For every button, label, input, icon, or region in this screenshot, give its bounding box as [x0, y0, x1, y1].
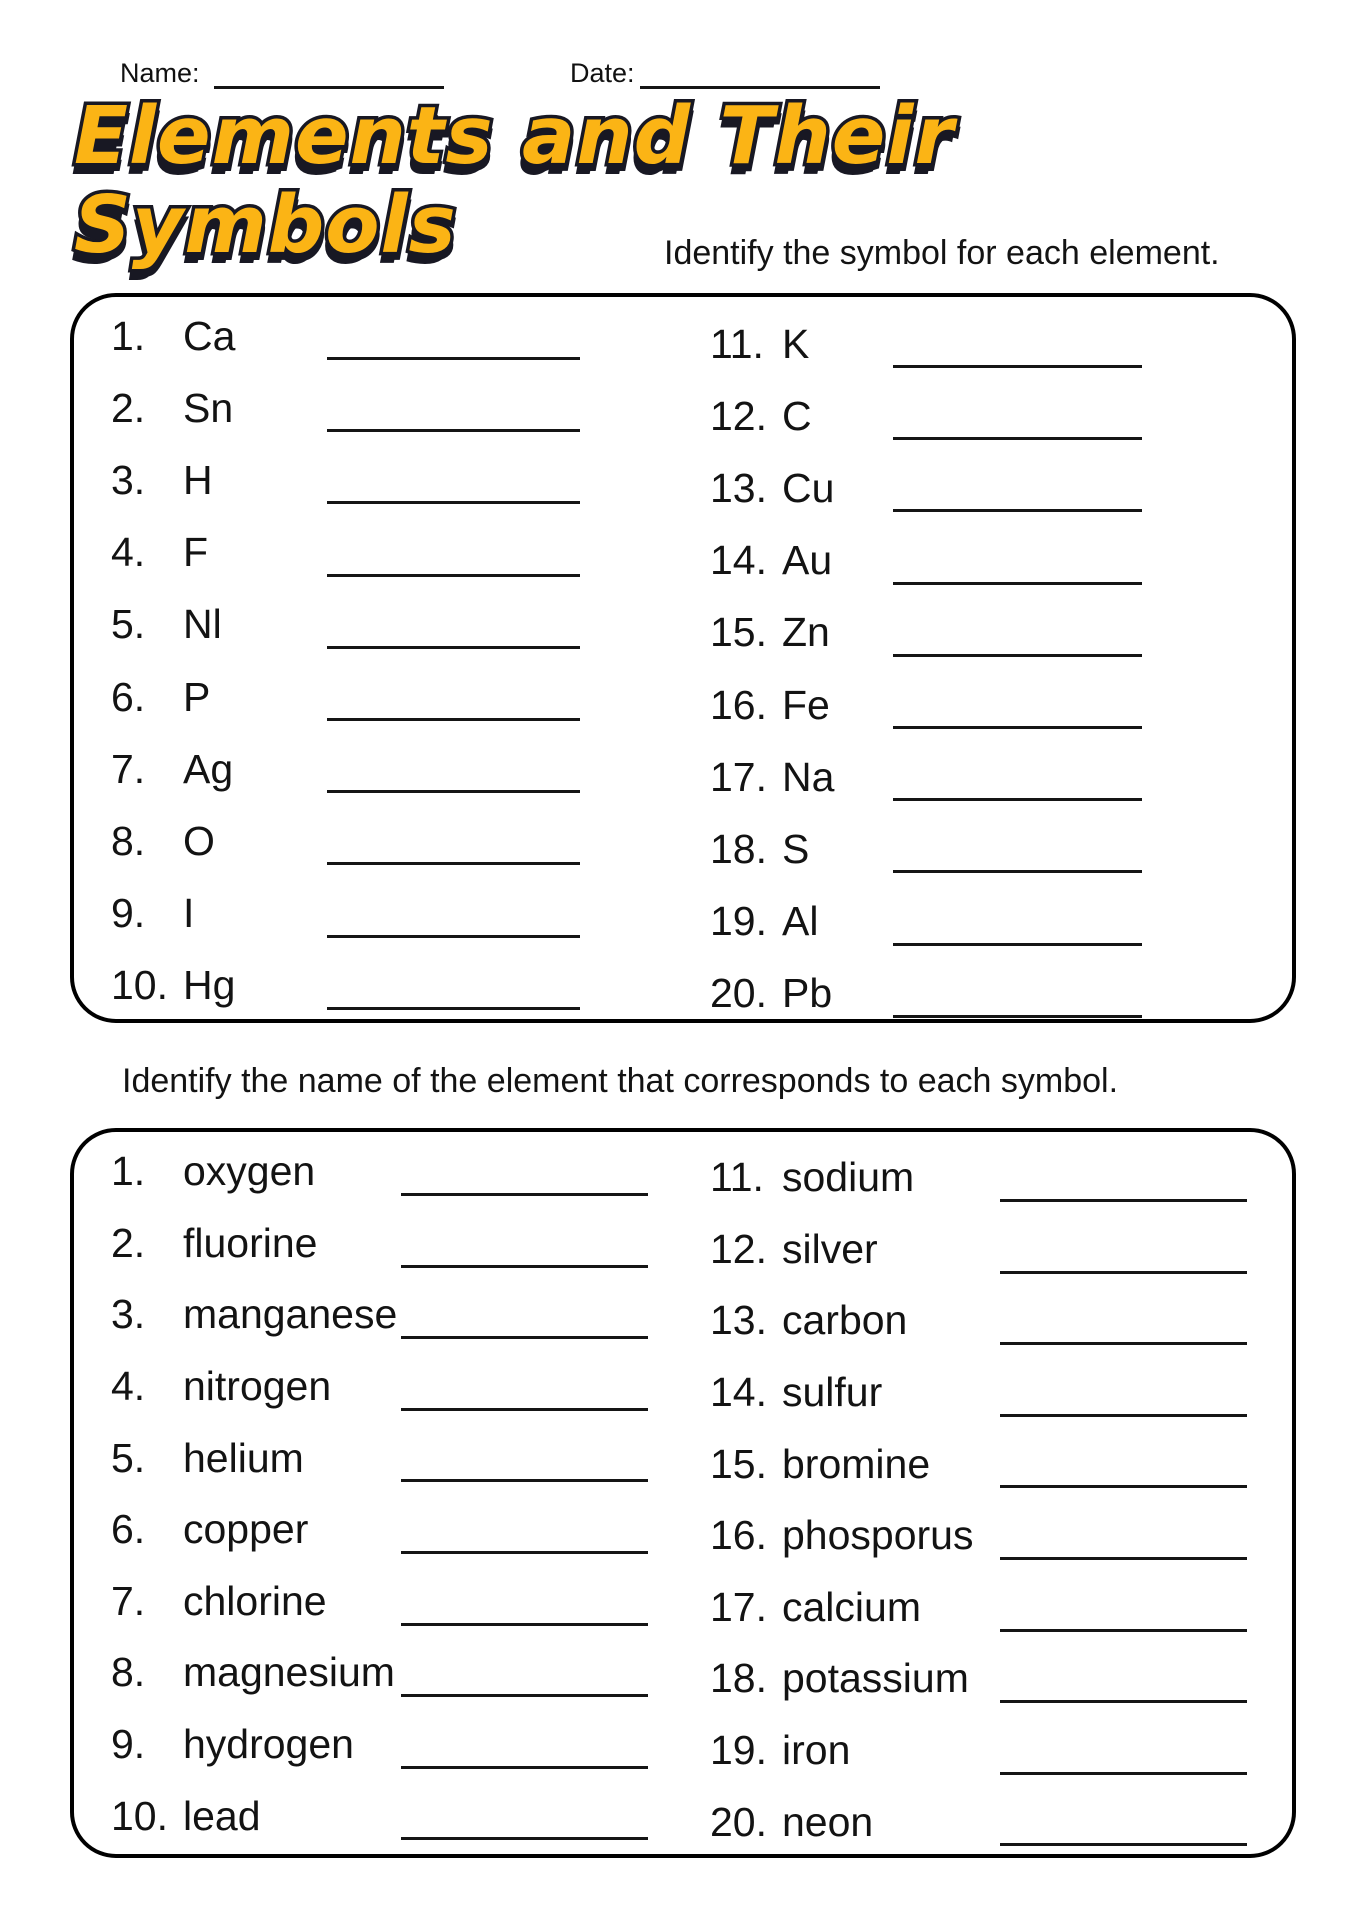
answer-blank[interactable] — [1000, 1557, 1247, 1560]
element-row — [710, 1428, 1285, 1500]
item-number: 3. — [111, 456, 146, 503]
element-name: fluorine — [183, 1219, 318, 1266]
name-fill-line[interactable] — [214, 86, 444, 89]
element-row — [710, 308, 1285, 380]
item-number: 2. — [111, 1219, 146, 1266]
element-row — [111, 1709, 686, 1781]
item-number: 16. — [710, 681, 767, 728]
answer-blank[interactable] — [893, 943, 1142, 946]
element-row — [111, 372, 686, 444]
answer-blank[interactable] — [401, 1837, 648, 1840]
item-number: 15. — [710, 1440, 767, 1487]
answer-blank[interactable] — [327, 357, 580, 360]
element-symbol: F — [183, 529, 209, 576]
box2-left-column — [111, 1132, 686, 1854]
element-row — [710, 1643, 1285, 1715]
item-number: 17. — [710, 753, 767, 800]
answer-blank[interactable] — [1000, 1414, 1247, 1417]
element-row — [710, 452, 1285, 524]
answer-blank[interactable] — [401, 1408, 648, 1411]
element-name: magnesium — [183, 1649, 395, 1696]
item-number: 14. — [710, 537, 767, 584]
element-symbol: Nl — [183, 601, 222, 648]
box2-right-column — [710, 1132, 1285, 1854]
element-row — [111, 1637, 686, 1709]
answer-blank[interactable] — [1000, 1485, 1247, 1488]
element-row — [710, 669, 1285, 741]
item-number: 6. — [111, 1506, 146, 1553]
answer-blank[interactable] — [327, 790, 580, 793]
element-row — [710, 958, 1285, 1030]
element-row — [710, 1285, 1285, 1357]
item-number: 13. — [710, 1297, 767, 1344]
element-symbol: S — [782, 825, 810, 872]
answer-blank[interactable] — [401, 1694, 648, 1697]
worksheet-title-line2: Symbols — [74, 179, 457, 272]
element-row — [111, 1279, 686, 1351]
answer-blank[interactable] — [893, 582, 1142, 585]
element-row — [710, 525, 1285, 597]
answer-blank[interactable] — [893, 437, 1142, 440]
box1-left-column — [111, 297, 686, 1019]
element-row — [710, 1715, 1285, 1787]
item-number: 11. — [710, 1154, 764, 1201]
element-symbol: C — [782, 392, 812, 439]
element-row — [111, 661, 686, 733]
date-label: Date: — [570, 58, 635, 88]
element-name: oxygen — [183, 1148, 316, 1195]
item-number: 5. — [111, 601, 146, 648]
item-number: 20. — [710, 1798, 767, 1845]
element-symbol: Ca — [183, 312, 236, 359]
element-name: lead — [183, 1792, 261, 1839]
item-number: 12. — [710, 392, 767, 439]
element-row — [111, 517, 686, 589]
item-number: 9. — [111, 890, 146, 937]
item-number: 18. — [710, 825, 767, 872]
answer-blank[interactable] — [1000, 1199, 1247, 1202]
element-row — [111, 589, 686, 661]
answer-blank[interactable] — [327, 1007, 580, 1010]
element-row — [111, 1422, 686, 1494]
answer-blank[interactable] — [327, 501, 580, 504]
answer-blank[interactable] — [327, 718, 580, 721]
element-row — [710, 1500, 1285, 1572]
answer-blank[interactable] — [893, 870, 1142, 873]
answer-blank[interactable] — [401, 1336, 648, 1339]
element-symbol: I — [183, 890, 195, 937]
element-name: nitrogen — [183, 1363, 332, 1410]
element-name: phosporus — [782, 1512, 974, 1559]
element-row — [710, 1142, 1285, 1214]
question-box-names — [70, 1128, 1296, 1858]
answer-blank[interactable] — [401, 1193, 648, 1196]
element-row — [111, 950, 686, 1022]
element-row — [111, 878, 686, 950]
element-name: chlorine — [183, 1577, 327, 1624]
answer-blank[interactable] — [401, 1551, 648, 1554]
answer-blank[interactable] — [401, 1265, 648, 1268]
answer-blank[interactable] — [327, 862, 580, 865]
element-name: sodium — [782, 1154, 915, 1201]
answer-blank[interactable] — [327, 935, 580, 938]
element-name: manganese — [183, 1291, 398, 1338]
element-name: silver — [782, 1225, 878, 1272]
element-symbol: K — [782, 320, 810, 367]
element-row — [710, 597, 1285, 669]
element-row — [710, 741, 1285, 813]
element-row — [710, 1786, 1285, 1858]
item-number: 19. — [710, 1727, 767, 1774]
item-number: 17. — [710, 1583, 767, 1630]
element-row — [710, 813, 1285, 885]
element-name: helium — [183, 1434, 304, 1481]
answer-blank[interactable] — [1000, 1843, 1247, 1846]
item-number: 6. — [111, 673, 146, 720]
element-row — [710, 1214, 1285, 1286]
element-row — [710, 380, 1285, 452]
element-name: bromine — [782, 1440, 931, 1487]
element-row — [111, 444, 686, 516]
answer-blank[interactable] — [327, 429, 580, 432]
element-symbol: Zn — [782, 609, 830, 656]
item-number: 1. — [111, 312, 146, 359]
section1-instruction: Identify the symbol for each element. — [664, 234, 1220, 272]
date-fill-line[interactable] — [640, 86, 880, 89]
item-number: 8. — [111, 817, 146, 864]
item-number: 15. — [710, 609, 767, 656]
element-name: hydrogen — [183, 1721, 354, 1768]
element-symbol: Hg — [183, 962, 236, 1009]
item-number: 19. — [710, 898, 767, 945]
element-symbol: Cu — [782, 464, 835, 511]
item-number: 20. — [710, 970, 767, 1017]
question-box-symbols — [70, 293, 1296, 1023]
answer-blank[interactable] — [401, 1479, 648, 1482]
item-number: 5. — [111, 1434, 146, 1481]
element-symbol: P — [183, 673, 211, 720]
element-name: neon — [782, 1798, 874, 1845]
element-row — [111, 300, 686, 372]
answer-blank[interactable] — [893, 509, 1142, 512]
answer-blank[interactable] — [401, 1623, 648, 1626]
answer-blank[interactable] — [1000, 1342, 1247, 1345]
element-symbol: H — [183, 456, 213, 503]
element-row — [111, 1136, 686, 1208]
item-number: 16. — [710, 1512, 767, 1559]
element-name: copper — [183, 1506, 309, 1553]
answer-blank[interactable] — [893, 365, 1142, 368]
element-row — [111, 1494, 686, 1566]
element-symbol: Au — [782, 537, 833, 584]
answer-blank[interactable] — [893, 1015, 1142, 1018]
answer-blank[interactable] — [1000, 1700, 1247, 1703]
item-number: 2. — [111, 384, 146, 431]
element-symbol: Pb — [782, 970, 833, 1017]
element-row — [111, 733, 686, 805]
item-number: 4. — [111, 529, 146, 576]
element-row — [710, 886, 1285, 958]
element-name: potassium — [782, 1655, 969, 1702]
item-number: 10. — [111, 962, 168, 1009]
element-name: sulfur — [782, 1369, 883, 1416]
answer-blank[interactable] — [327, 574, 580, 577]
element-name: iron — [782, 1727, 851, 1774]
answer-blank[interactable] — [401, 1766, 648, 1769]
item-number: 9. — [111, 1721, 146, 1768]
answer-blank[interactable] — [1000, 1629, 1247, 1632]
element-row — [111, 1351, 686, 1423]
answer-blank[interactable] — [893, 654, 1142, 657]
section2-instruction: Identify the name of the element that corresponds to each symbol. — [122, 1062, 1119, 1100]
item-number: 3. — [111, 1291, 146, 1338]
answer-blank[interactable] — [893, 726, 1142, 729]
answer-blank[interactable] — [893, 798, 1142, 801]
element-symbol: Al — [782, 898, 819, 945]
answer-blank[interactable] — [1000, 1772, 1247, 1775]
worksheet-title-line1: Elements and Their — [74, 90, 955, 182]
element-name: calcium — [782, 1583, 921, 1630]
answer-blank[interactable] — [1000, 1271, 1247, 1274]
element-row — [111, 1566, 686, 1638]
element-symbol: Fe — [782, 681, 830, 728]
element-name: carbon — [782, 1297, 908, 1344]
item-number: 7. — [111, 1577, 146, 1624]
item-number: 7. — [111, 745, 146, 792]
element-symbol: Ag — [183, 745, 234, 792]
element-row — [111, 805, 686, 877]
item-number: 11. — [710, 320, 764, 367]
box1-right-column — [710, 297, 1285, 1019]
item-number: 1. — [111, 1148, 146, 1195]
element-row — [710, 1357, 1285, 1429]
element-row — [111, 1208, 686, 1280]
answer-blank[interactable] — [327, 646, 580, 649]
element-symbol: O — [183, 817, 215, 864]
element-symbol: Na — [782, 753, 835, 800]
item-number: 13. — [710, 464, 767, 511]
element-row — [111, 1780, 686, 1852]
item-number: 4. — [111, 1363, 146, 1410]
item-number: 12. — [710, 1225, 767, 1272]
element-row — [710, 1572, 1285, 1644]
item-number: 14. — [710, 1369, 767, 1416]
item-number: 8. — [111, 1649, 146, 1696]
item-number: 10. — [111, 1792, 168, 1839]
name-label: Name: — [120, 58, 200, 88]
element-symbol: Sn — [183, 384, 234, 431]
item-number: 18. — [710, 1655, 767, 1702]
